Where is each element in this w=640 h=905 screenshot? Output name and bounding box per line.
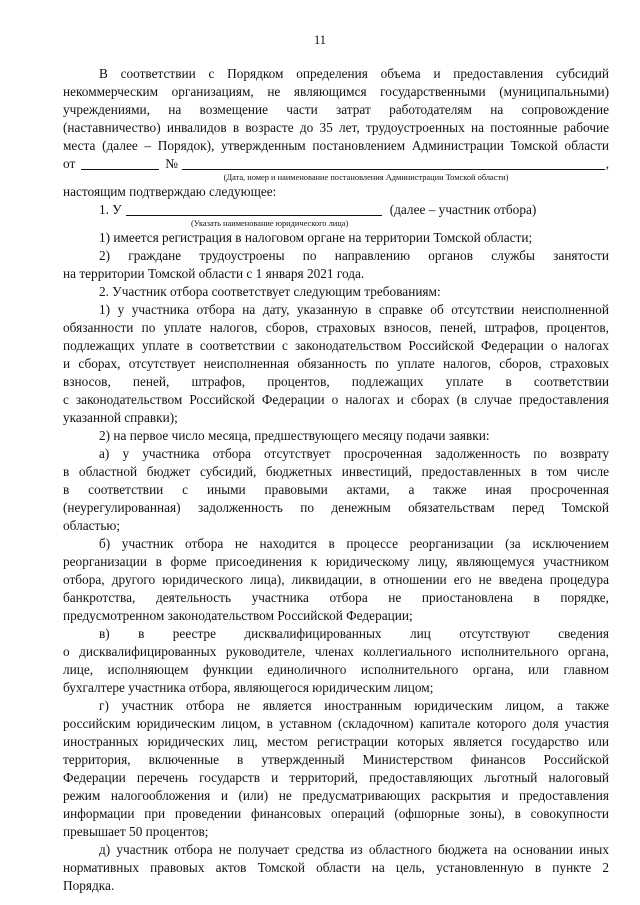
item2-pa-line: в соответствии с иными правовыми актами, а также иная просроченная	[63, 482, 609, 497]
decree-fill-line	[63, 155, 609, 173]
item2-heading: 2. Участник отбора соответствует следующим требованиям:	[99, 284, 441, 299]
number-sign: №	[165, 156, 178, 171]
item2-p2: 2) на первое число месяца, предшествующего месяцу подачи заявки:	[99, 428, 490, 443]
item1-sub1: 1) имеется регистрация в налоговом органе на территории Томской области;	[99, 230, 533, 245]
item2-pv-line: о дисквалифицированных руководителе, членах коллегиального исполнительного органа,	[63, 644, 609, 659]
item2-p1-line: взносов, пеней, штрафов, процентов, подлежащих уплате в соответствии	[63, 374, 609, 389]
item2-p1-line: с законодательством Российской Федерации о налогах и сборах (в случае предоставления	[63, 392, 609, 407]
item2-pa-line: а) у участника отбора отсутствует просроченная задолженность по возврату	[99, 446, 609, 461]
item2-pv-line: лице, исполняющем функции единоличного исполнительного органа, или главном	[63, 662, 609, 677]
intro-line-2: некоммерческим организациям, не являющимся государственными (муниципальными)	[63, 84, 609, 99]
intro-line-3: учреждениями, на возмещение части затрат работодателям на сопровождение	[63, 102, 609, 117]
item1-suffix: (далее – участник отбора)	[389, 202, 537, 217]
item2-p1-line: 1) у участника отбора на дату, указанную в справке об отсутствии неисполненной	[99, 302, 609, 317]
item2-pb-line: отбора, другого юридического лица), ликвидации, в отношении его не введена процедура	[63, 572, 609, 587]
intro-line-5: места (далее – Порядок), утвержденным постановлением Администрации Томской области	[63, 138, 609, 153]
line-comma: ,	[605, 156, 610, 171]
item2-pa-line: областью;	[63, 518, 121, 533]
organization-caption: (Указать наименование юридического лица)	[191, 219, 349, 228]
item1-prefix: 1. У	[99, 202, 122, 217]
item2-pg-line: территория, включенные в утвержденный Министерством финансов Российской	[63, 752, 609, 767]
page-number: 11	[313, 33, 327, 47]
item2-pg-line: информации при проведении финансовых операций (офшорные зоны), в совокупности	[63, 806, 609, 821]
item2-pv-line: бухгалтере участника отбора, являющегося юридическим лицом;	[63, 680, 434, 695]
intro-line-1: В соответствии с Порядком определения объема и предоставления субсидий	[99, 66, 609, 81]
item2-pd-line: нормативных правовых актов Томской области на цель, установленную в пункте 2	[63, 860, 609, 875]
item2-pa-line: в областной бюджет субсидий, бюджетных инвестиций, предоставленных в том числе	[63, 464, 609, 479]
item2-pv-line: в) в реестре дисквалифицированных лиц отсутствуют сведения	[99, 626, 609, 641]
organization-name-blank[interactable]	[126, 203, 382, 216]
item2-p1-line: указанной справки);	[63, 410, 178, 425]
item2-pb-line: предусмотренном законодательством Российской Федерации;	[63, 608, 413, 623]
item2-pd-line: д) участник отбора не получает средства из областного бюджета на основании иных	[99, 842, 609, 857]
item2-pg-line: режим налогообложения и (или) не предусматривающих раскрытия и предоставления	[63, 788, 609, 803]
item2-pa-line: (неурегулированная) задолженность по денежным обязательствам перед Томской	[63, 500, 609, 515]
item2-pg-line: российским юридическим лицом, в уставном (складочном) капитале которого доля участия	[63, 716, 609, 731]
item2-pg-line: иностранных юридических лиц, местом регистрации которых является государство или	[63, 734, 609, 749]
date-blank[interactable]	[81, 157, 159, 170]
number-name-blank[interactable]	[182, 157, 605, 170]
item2-pd-line: Порядка.	[63, 878, 115, 893]
document-body	[63, 65, 609, 895]
item2-pb-line: реорганизации в форме присоединения к юридическому лицу, являющемуся участником	[63, 554, 609, 569]
item2-p1-line: обязанности по уплате налогов, сборов, страховых взносов, пеней, штрафов, процентов,	[63, 320, 609, 335]
participant-fill-line	[63, 201, 609, 219]
decree-caption: (Дата, номер и наименование постановления Администрации Томской области)	[223, 173, 509, 182]
item1-sub2-line1: 2) граждане трудоустроены по направлению органов службы занятости	[99, 248, 609, 263]
item2-pb-line: б) участник отбора не находится в процессе реорганизации (за исключением	[99, 536, 609, 551]
from-label: от	[63, 156, 76, 171]
item2-pb-line: банкротства, деятельность участника отбора не приостановлена в порядке,	[63, 590, 609, 605]
item2-pg-line: превышает 50 процентов;	[63, 824, 209, 839]
item2-pg-line: г) участник отбора не является иностранным юридическим лицом, а также	[99, 698, 609, 713]
item2-p1-line: и сборах, отсутствует неисполненная обязанность по уплате налогов, сборов, страховых	[63, 356, 609, 371]
item2-p1-line: подлежащих уплате в соответствии с законодательством Российской Федерации о налогах	[63, 338, 609, 353]
item1-sub2-line2: на территории Томской области с 1 января 2021 года.	[63, 266, 365, 281]
item2-pg-line: Федерации перечень государств и территорий, предоставляющих льготный налоговый	[63, 770, 609, 785]
confirm-line: настоящим подтверждаю следующее:	[63, 184, 277, 199]
intro-line-4: (наставничество) инвалидов в возрасте до 35 лет, трудоустроенных на постоянные рабочие	[63, 120, 609, 135]
